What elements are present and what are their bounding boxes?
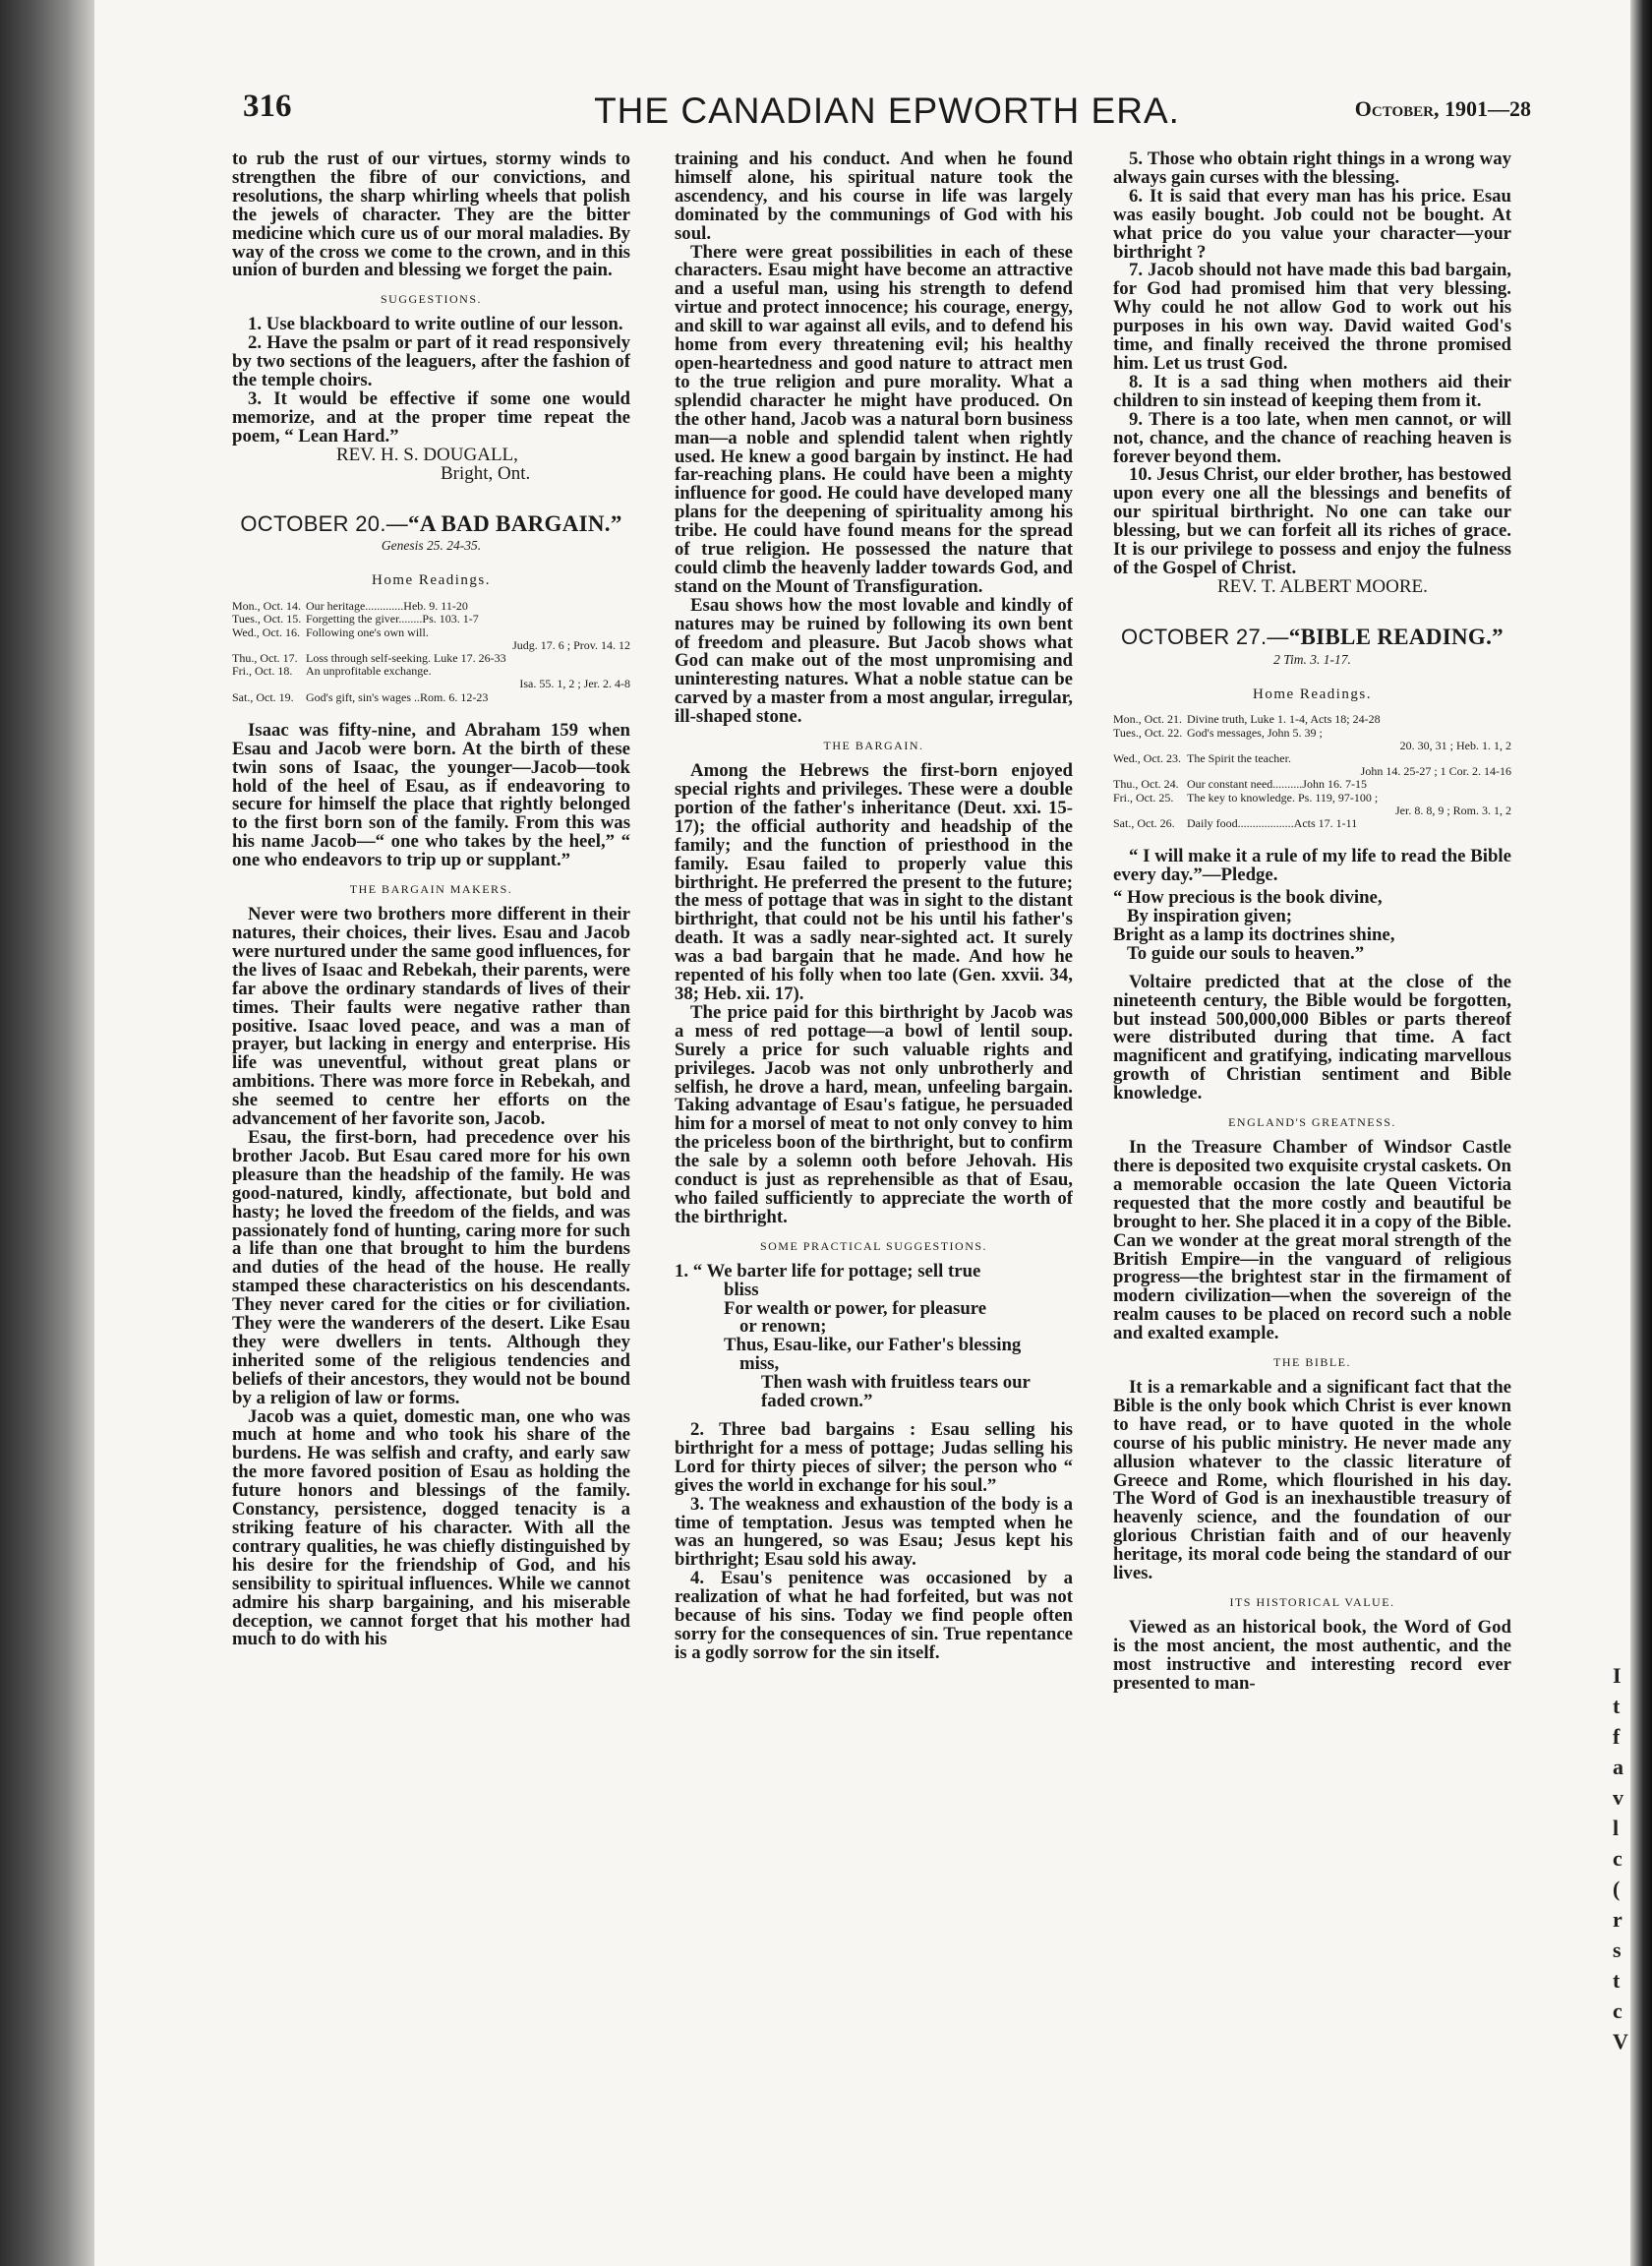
reading-row: Sat., Oct. 26. Daily food...................Acts 17. 1-11: [1113, 816, 1358, 831]
paragraph: Esau, the first-born, had precedence over his brother Jacob. But Esau cared more for his own pleasure than the headship of the family. He was good-natured, kindly, affectionate, but bold and hasty; he loved the freedom of the fields, and was passionately fond of hunting, caring more for such a life than one that brought to him the burdens and duties of the head of the house. He really stamped these characteristics on his descendants. They never cared for the cities or for civiliation. They were the wanderers of the desert. Like Esau they were dwellers in tents. Although they inherited some of the religious tendencies and beliefs of their ancestors, they would not be bound by a religion of law or forms.: [232, 1126, 630, 1408]
list-item: 2. Have the psalm or part of it read responsively by two sections of the leaguers, after the fashion of the temple choirs.: [232, 332, 630, 391]
publication-title: THE CANADIAN EPWORTH ERA.: [594, 90, 1180, 131]
readings-heading: Home Readings.: [372, 572, 491, 589]
section-heading: THE BARGAIN MAKERS.: [349, 882, 513, 897]
list-item: 3. It would be effective if some one would memorize, and at the proper time repeat the poem, “ Lean Hard.”: [232, 388, 630, 447]
neighbor-margin-letter: t: [1613, 1694, 1621, 1718]
paragraph: “ I will make it a rule of my life to read the Bible every day.”—Pledge.: [1113, 846, 1511, 886]
reading-row: John 14. 25-27 ; 1 Cor. 2. 14-16: [1360, 764, 1511, 779]
book-binding: [0, 0, 94, 2266]
list-item: 8. It is a sad thing when mothers aid their children to sin instead of keeping them from it.: [1113, 371, 1511, 411]
neighbor-margin-letter: a: [1613, 1755, 1623, 1779]
paragraph: Never were two brothers more different in their natures, their choices, their lives. Esau and Jacob were nurtured under the same good influences, for the lives of Isaac and Rebekah, their parents, were far above the ordinary standards of lives of their times. Their faults were negative rather than positive. Isaac loved peace, and was a man of prayer, but lacking in energy and enterprise. His life was uneventful, without great plans or ambitions. There was more force in Rebekah, and she seemed to centre her efforts on the advancement of her favorite son, Jacob.: [232, 904, 630, 1130]
lesson-date: OCTOBER 20.—: [240, 510, 409, 536]
readings-heading: Home Readings.: [1253, 686, 1372, 702]
issue-date: October, 1901—28: [1354, 96, 1531, 121]
list-item: 9. There is a too late, when men cannot, or will not, chance, and the chance of reaching heaven is forever beyond them.: [1113, 408, 1511, 467]
list-item: 4. Esau's penitence was occasioned by a realization of what he had forfeited, but was not because of his sins. Today we find people often sorry for the consequences of sin. True repentance is a godly sorrow for the sin itself.: [675, 1568, 1073, 1663]
signature-name: REV. H. S. DOUGALL,: [336, 444, 518, 465]
section-heading: ENGLAND'S GREATNESS.: [1228, 1115, 1396, 1130]
neighbor-margin-letter: I: [1613, 1663, 1622, 1688]
poem-line: faded crown.”: [761, 1391, 873, 1412]
poem-line: Bright as a lamp its doctrines shine,: [1113, 924, 1395, 945]
neighbor-margin-letter: f: [1613, 1724, 1621, 1749]
paragraph: Voltaire predicted that at the close of the nineteenth century, the Bible would be forgotten, but instead 500,000,000 Bibles or parts thereof were distributed during that time. A fact magnificent and gratifying, indicating marvellous growth of Christian sentiment and Bible knowledge.: [1113, 971, 1511, 1104]
home-readings: [1113, 713, 1511, 830]
neighbor-margin-letter: t: [1613, 1968, 1621, 1993]
column-2: [675, 150, 1073, 2226]
section-heading: SUGGESTIONS.: [380, 292, 482, 307]
running-header: [243, 89, 1531, 136]
neighbor-margin-letter: s: [1613, 1938, 1622, 1962]
paragraph: Isaac was fifty-nine, and Abraham 159 when Esau and Jacob were born. At the birth of these twin sons of Isaac, the younger—Jacob—took hold of the heel of Esau, as if endeavoring to secure for himself the place that rightly belonged to the first born son of the family. From this was his name Jacob—“ one who takes by the heel,” “ one who endeavors to trip up or supplant.”: [232, 719, 630, 871]
paragraph: Jacob was a quiet, domestic man, one who was much at home and who took his share of the burdens. He was selfish and crafty, and early saw the more favored position of Esau as holding the future honors and blessings of the family. Constancy, persistence, dogged tenacity is a striking feature of his character. With all the contrary qualities, he was chiefly distinguished by his desire for the friendship of God, and his sensibility to spiritual influences. While we cannot admire his sharp bargaining, and his miserable deception, we cannot forget that his mother had much to do with his: [232, 1405, 630, 1650]
column-3: [1113, 150, 1511, 2226]
lesson-title: “A BAD BARGAIN.”: [408, 510, 622, 536]
lesson-heading: [232, 510, 630, 536]
list-item: 1. Use blackboard to write outline of our lesson.: [248, 314, 623, 335]
reading-row: Mon., Oct. 14. Our heritage.............Heb. 9. 11-20: [232, 599, 468, 614]
poem-line: Thus, Esau-like, our Father's blessing: [724, 1335, 1022, 1356]
signature-name: REV. T. ALBERT MOORE.: [1217, 575, 1428, 597]
paragraph: to rub the rust of our virtues, stormy winds to strengthen the fibre of our convictions, and resolutions, the sharp whirling wheels that polish the jewels of character. They are the bitter medicine which cure us of our moral maladies. By way of the cross we come to the crown, and in this union of burden and blessing we forget the pain.: [232, 150, 630, 281]
poem-line: or renown;: [739, 1316, 827, 1338]
reading-row: Wed., Oct. 23. The Spirit the teacher.: [1113, 751, 1291, 766]
section-heading: THE BIBLE.: [1273, 1355, 1351, 1370]
list-item: 6. It is said that every man has his price. Esau was easily bought. Job could not be bought. At what price do you value your character—your birthright ?: [1113, 185, 1511, 263]
list-item: 2. Three bad bargains : Esau selling his birthright for a mess of pottage; Judas selling his Lord for thirty pieces of silver; the person who “ gives the world in exchange for his soul.”: [675, 1419, 1073, 1496]
section-heading: SOME PRACTICAL SUGGESTIONS.: [759, 1238, 988, 1253]
reading-row: Mon., Oct. 21. Divine truth, Luke 1. 1-4, Acts 18; 24-28: [1113, 712, 1381, 727]
neighbor-margin-letter: v: [1613, 1785, 1623, 1810]
poem-line: By inspiration given;: [1127, 906, 1293, 927]
poem-line: Then wash with fruitless tears our: [761, 1372, 1031, 1394]
reading-row: 20. 30, 31 ; Heb. 1. 1, 2: [1399, 738, 1511, 752]
reading-row: Thu., Oct. 17. Loss through self-seeking. Luke 17. 26-33: [232, 651, 506, 666]
poem-line: For wealth or power, for pleasure: [724, 1297, 987, 1319]
reading-row: Thu., Oct. 24. Our constant need..........John 16. 7-15: [1113, 777, 1367, 792]
poem: [675, 1260, 1073, 1412]
neighbor-margin-letter: V: [1613, 2029, 1628, 2054]
poem: [1113, 889, 1511, 964]
paragraph: It is a remarkable and a significant fact that the Bible is the only book which Christ is ever known to have read, or to have quoted in the whole course of his public ministry. He never made any allusion whatever to the classic literature of Greece and Rome, which flourished in his day. The Word of God is an inexhaustible treasury of heavenly science, and the foundation of our glorious Christian faith and of our heavenly heritage, its moral code being the standard of our lives.: [1113, 1377, 1511, 1584]
list-item: 7. Jacob should not have made this bad bargain, for God had promised him that very blessing. Why could he not allow God to work out his purposes in his own way. David waited God's time, and finally received the throne promised him. Let us trust God.: [1113, 260, 1511, 374]
reading-row: Tues., Oct. 22. God's messages, John 5. 39 ;: [1113, 725, 1323, 740]
neighbor-margin-letter: c: [1613, 1998, 1622, 2023]
paragraph: In the Treasure Chamber of Windsor Castle there is deposited two exquisite crystal caskets. On a memorable occasion the late Queen Victoria requested that the more costly and beautiful be brought to her. She placed it in a copy of the Bible. Can we wonder at the great moral strength of the British Empire—in the vanguard of religious progress—the brightest star in the firmament of modern civilization—when the sovereign of the realm causes to be placed on record such a noble and exalted example.: [1113, 1137, 1511, 1344]
paragraph: Viewed as an historical book, the Word of God is the most ancient, the most authentic, and the most instructive and interesting record ever presented to man-: [1113, 1617, 1511, 1694]
neighbor-margin-letter: l: [1613, 1816, 1620, 1840]
paragraph: There were great possibilities in each of these characters. Esau might have become an attractive and a useful man, using his strength to defend virtue and protect innocence; his courage, energy, and skill to war against all evils, and to defend his home from every threatening evil; his healthy open-heartedness and good nature to attract men to the true religion and pure morality. What a splendid character he might have produced. On the other hand, Jacob was a natural born business man—a noble and splendid talent when rightly used. He knew a good bargain by instinct. He had far-reaching plans. He could have been a mighty influence for good. He could have developed many plans for the deepening of spirituality among his tribe. He could have found means for the spread of true religion. He possessed the nature that could climb the heavenly ladder towards God, and stand on the Mount of Transfiguration.: [675, 241, 1073, 597]
paragraph: The price paid for this birthright by Jacob was a mess of red pottage—a bowl of lentil soup. Surely a price for such valuable rights and privileges. Jacob was not only unbrotherly and selfish, he drove a hard, mean, unfeeling bargain. Taking advantage of Esau's fatigue, he persuaded him for a morsel of meat to not only convey to him the priceless boon of the birthright, but to confirm the sale by a solemn ooth before Jehovah. His conduct is just as reprehensible as that of Esau, who failed sufficiently to appreciate the worth of the birthright.: [675, 1001, 1073, 1227]
reading-row: Wed., Oct. 16. Following one's own will.: [232, 625, 429, 639]
scripture-reference: Genesis 25. 24-35.: [381, 538, 482, 554]
section-heading: ITS HISTORICAL VALUE.: [1229, 1595, 1395, 1610]
reading-row: Isa. 55. 1, 2 ; Jer. 2. 4-8: [519, 677, 630, 691]
lesson-title: “BIBLE READING.”: [1288, 624, 1504, 649]
neighbor-margin-letter: r: [1613, 1907, 1622, 1932]
neighbor-margin-letter: (: [1613, 1877, 1621, 1901]
poem-line: miss,: [739, 1353, 780, 1375]
poem-line: “ How precious is the book divine,: [1113, 887, 1383, 909]
paragraph: Esau shows how the most lovable and kindly of natures may be ruined by following its own bent of freedom and pleasure. But Jacob shows what God can make out of the most unpromising and uninteresting natures. What a noble statue can be carved by a master from a most angular, irregular, ill-shaped stone.: [675, 594, 1073, 728]
section-heading: THE BARGAIN.: [823, 739, 924, 753]
scripture-reference: 2 Tim. 3. 1-17.: [1273, 651, 1351, 667]
poem-line: 1. “ We barter life for pottage; sell true: [675, 1260, 981, 1282]
list-item: 5. Those who obtain right things in a wrong way always gain curses with the blessing.: [1113, 150, 1511, 188]
paragraph: Among the Hebrews the first-born enjoyed special rights and privileges. These were a double portion of the father's inheritance (Deut. xxi. 15-17); the official authority and headship of the family; and the function of priesthood in the family. Esau failed to properly value this birthright. He preferred the present to the future; the mess of pottage that was in sight to the distant birthright, that could not be his until his father's death. It was a sadly near-sighted act. It surely was a bad bargain that he made. And how he repented of his folly when too late (Gen. xxvii. 34, 38; Heb. xii. 17).: [675, 760, 1073, 1004]
column-1: [232, 150, 630, 2226]
page-edge: [1630, 0, 1652, 2266]
page-number: 316: [243, 89, 292, 124]
lesson-heading: [1113, 624, 1511, 649]
home-readings: [232, 600, 630, 704]
paragraph: training and his conduct. And when he found himself alone, his spiritual nature took the ascendency, and his course in life was largely dominated by the communings of God with his soul.: [675, 150, 1073, 244]
list-item: 10. Jesus Christ, our elder brother, has bestowed upon every one all the blessings and benefits of our spiritual birthright. No one can take our blessing, but we can forfeit all its riches of grace. It is our privilege to possess and enjoy the fulness of the Gospel of Christ.: [1113, 464, 1511, 578]
reading-row: Jer. 8. 8, 9 ; Rom. 3. 1, 2: [1394, 803, 1511, 817]
reading-row: Fri., Oct. 25. The key to knowledge. Ps. 119, 97-100 ;: [1113, 790, 1379, 805]
list-item: 3. The weakness and exhaustion of the body is a time of temptation. Jesus was tempted when he was an hungered, so was Esau; Jesus kept his birthright; Esau sold his away.: [675, 1493, 1073, 1571]
signature-place: Bright, Ont.: [441, 462, 531, 484]
reading-row: Tues., Oct. 15. Forgetting the giver........Ps. 103. 1-7: [232, 612, 479, 626]
reading-row: Fri., Oct. 18. An unprofitable exchange.: [232, 664, 432, 679]
lesson-date: OCTOBER 27.—: [1121, 624, 1289, 649]
poem-line: To guide our souls to heaven.”: [1127, 942, 1365, 964]
poem-line: bliss: [724, 1279, 759, 1300]
reading-row: Sat., Oct. 19. God's gift, sin's wages ..Rom. 6. 12-23: [232, 689, 489, 704]
reading-row: Judg. 17. 6 ; Prov. 14. 12: [512, 637, 630, 652]
neighbor-margin-letter: c: [1613, 1846, 1622, 1871]
